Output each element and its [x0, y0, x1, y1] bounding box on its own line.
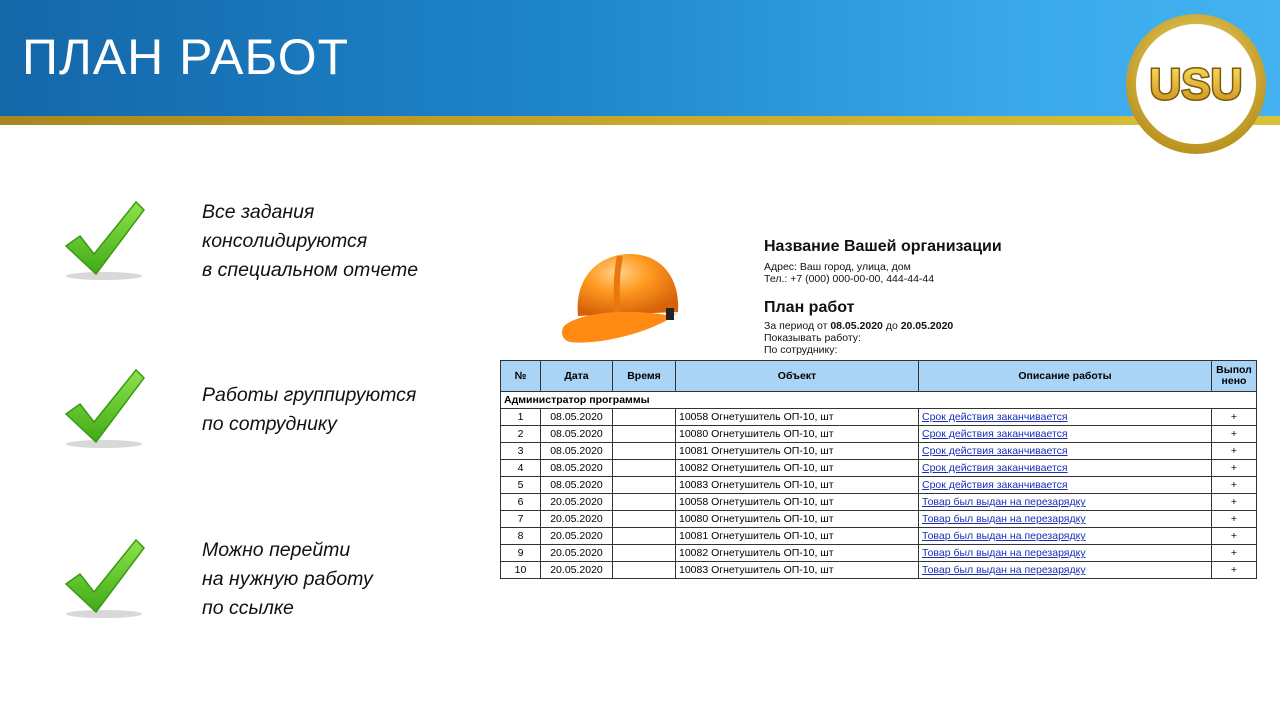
row-description — [919, 477, 1212, 494]
row-number: 8 — [501, 528, 541, 545]
feature-text-1 — [202, 198, 418, 285]
row-description — [919, 443, 1212, 460]
row-time — [613, 460, 676, 477]
row-time — [613, 426, 676, 443]
work-link[interactable]: Срок действия заканчивается — [922, 462, 1068, 474]
col-date: Дата — [541, 361, 613, 392]
row-number: 3 — [501, 443, 541, 460]
table-row — [501, 426, 1257, 443]
report-title: План работ — [764, 299, 855, 316]
row-object: 10083 Огнетушитель ОП-10, шт — [676, 562, 919, 579]
row-time — [613, 562, 676, 579]
row-description — [919, 545, 1212, 562]
table-row — [501, 511, 1257, 528]
row-date: 08.05.2020 — [541, 477, 613, 494]
row-time — [613, 494, 676, 511]
row-number: 7 — [501, 511, 541, 528]
col-time: Время — [613, 361, 676, 392]
feature-line: на нужную работу — [202, 568, 373, 590]
row-date: 08.05.2020 — [541, 426, 613, 443]
row-object: 10082 Огнетушитель ОП-10, шт — [676, 460, 919, 477]
row-description — [919, 562, 1212, 579]
usu-logo — [1124, 12, 1268, 156]
checkmark-icon — [58, 536, 150, 622]
feature-line: в специальном отчете — [202, 259, 419, 281]
row-done: + — [1212, 562, 1257, 579]
checkmark-icon — [58, 198, 150, 284]
col-object: Объект — [676, 361, 919, 392]
col-number: № — [501, 361, 541, 392]
table-row — [501, 562, 1257, 579]
feature-text-2 — [202, 381, 416, 439]
row-done: + — [1212, 545, 1257, 562]
row-date: 20.05.2020 — [541, 562, 613, 579]
report-header — [764, 238, 1002, 356]
feature-link — [0, 536, 480, 636]
feature-line: по сотруднику — [202, 413, 337, 435]
row-date: 20.05.2020 — [541, 528, 613, 545]
row-date: 20.05.2020 — [541, 545, 613, 562]
work-link[interactable]: Срок действия заканчивается — [922, 411, 1068, 423]
row-date: 08.05.2020 — [541, 409, 613, 426]
row-number: 4 — [501, 460, 541, 477]
work-link[interactable]: Срок действия заканчивается — [922, 445, 1068, 457]
row-date: 20.05.2020 — [541, 511, 613, 528]
row-description — [919, 460, 1212, 477]
row-number: 6 — [501, 494, 541, 511]
table-row — [501, 545, 1257, 562]
hard-hat-icon — [560, 246, 690, 350]
row-time — [613, 545, 676, 562]
table-body — [501, 392, 1257, 579]
work-link[interactable]: Товар был выдан на перезарядку — [922, 547, 1086, 559]
row-time — [613, 477, 676, 494]
row-time — [613, 443, 676, 460]
period-to-label: до — [885, 320, 898, 332]
row-object: 10058 Огнетушитель ОП-10, шт — [676, 409, 919, 426]
period-from: 08.05.2020 — [830, 320, 883, 332]
feature-text-3 — [202, 536, 373, 623]
gold-stripe — [0, 116, 1280, 125]
table-header-row — [501, 361, 1257, 392]
col-done: Выпол нено — [1212, 361, 1257, 392]
table-row — [501, 528, 1257, 545]
page-title: ПЛАН РАБОТ — [22, 29, 350, 85]
work-plan-table — [500, 360, 1257, 579]
row-done: + — [1212, 511, 1257, 528]
table-row — [501, 443, 1257, 460]
row-time — [613, 409, 676, 426]
row-object: 10083 Огнетушитель ОП-10, шт — [676, 477, 919, 494]
row-done: + — [1212, 443, 1257, 460]
work-link[interactable]: Товар был выдан на перезарядку — [922, 496, 1086, 508]
show-work-label: Показывать работу: — [764, 332, 861, 344]
logo-text: USU — [1149, 60, 1243, 109]
group-row — [501, 392, 1257, 409]
row-done: + — [1212, 528, 1257, 545]
feature-grouping — [0, 366, 480, 466]
row-object: 10080 Огнетушитель ОП-10, шт — [676, 511, 919, 528]
row-description — [919, 528, 1212, 545]
checkmark-icon — [58, 366, 150, 452]
table-row — [501, 460, 1257, 477]
row-description — [919, 494, 1212, 511]
table-row — [501, 409, 1257, 426]
feature-line: Работы группируются — [202, 384, 417, 406]
row-description — [919, 409, 1212, 426]
row-done: + — [1212, 477, 1257, 494]
period-label: За период от — [764, 320, 828, 332]
feature-line: Можно перейти — [202, 539, 351, 561]
row-description — [919, 426, 1212, 443]
feature-line: по ссылке — [202, 597, 294, 619]
row-done: + — [1212, 426, 1257, 443]
work-link[interactable]: Товар был выдан на перезарядку — [922, 564, 1086, 576]
feature-consolidate — [0, 198, 480, 298]
row-done: + — [1212, 460, 1257, 477]
row-description — [919, 511, 1212, 528]
work-link[interactable]: Товар был выдан на перезарядку — [922, 513, 1086, 525]
feature-line: Все задания — [202, 201, 315, 223]
row-object: 10058 Огнетушитель ОП-10, шт — [676, 494, 919, 511]
work-link[interactable]: Товар был выдан на перезарядку — [922, 530, 1086, 542]
row-object: 10081 Огнетушитель ОП-10, шт — [676, 443, 919, 460]
row-time — [613, 511, 676, 528]
row-object: 10082 Огнетушитель ОП-10, шт — [676, 545, 919, 562]
row-number: 5 — [501, 477, 541, 494]
row-number: 10 — [501, 562, 541, 579]
work-link[interactable]: Срок действия заканчивается — [922, 479, 1068, 491]
col-description: Описание работы — [919, 361, 1212, 392]
row-date: 08.05.2020 — [541, 443, 613, 460]
report-period — [764, 320, 1002, 332]
row-date: 20.05.2020 — [541, 494, 613, 511]
row-number: 2 — [501, 426, 541, 443]
by-employee-label: По сотруднику: — [764, 344, 838, 356]
org-phone: Тел.: +7 (000) 000-00-00, 444-44-44 — [764, 273, 935, 285]
table-row — [501, 477, 1257, 494]
row-number: 1 — [501, 409, 541, 426]
row-date: 08.05.2020 — [541, 460, 613, 477]
group-label: Администратор программы — [501, 392, 1257, 409]
period-to: 20.05.2020 — [900, 320, 954, 332]
row-done: + — [1212, 409, 1257, 426]
org-address: Адрес: Ваш город, улица, дом — [764, 261, 911, 273]
row-object: 10080 Огнетушитель ОП-10, шт — [676, 426, 919, 443]
row-done: + — [1212, 494, 1257, 511]
row-object: 10081 Огнетушитель ОП-10, шт — [676, 528, 919, 545]
row-number: 9 — [501, 545, 541, 562]
row-time — [613, 528, 676, 545]
work-link[interactable]: Срок действия заканчивается — [922, 428, 1068, 440]
table-row — [501, 494, 1257, 511]
org-name: Название Вашей организации — [764, 238, 1002, 255]
feature-line: консолидируются — [202, 230, 368, 252]
